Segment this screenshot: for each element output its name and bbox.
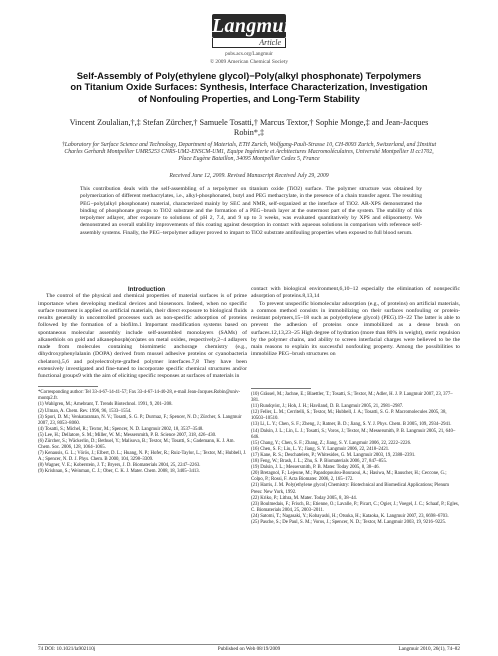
reference-item[interactable]: (20) Bretagnol, F.; Lejeune, M.; Papadopoulou-Bouraoui, A.; Hasiwa, M.; Rauscher, H.; Ceccone, G.; Colpo, P.; Rossi, F. Acta Biomater. 2006, 2, 165–172.	[251, 471, 447, 483]
section-heading-introduction: Introduction	[127, 286, 166, 293]
received-dates: Received June 12, 2009. Revised Manuscript Received July 29, 2009	[169, 173, 329, 179]
footnote-rule	[38, 386, 98, 387]
footnote-ref[interactable]: (7) Kenausis, G. L.; Vörös, J.; Elbert, D. L.; Huang, N. P.; Hofer, R.; Ruiz-Taylor, L.; Textor, M.; Hubbell, J. A.; Spencer, N. D. J. Phys. Chem. B 2000, 104, 3298–3309.	[38, 451, 247, 463]
footnote-ref[interactable]: (6) Zürcher, S.; Wäckerlin, D.; Bethuel, Y.; Malisova, B.; Textor, M.; Tosatti, S.; Gademann, K. J. Am. Chem. Soc. 2006, 128, 1064–1065.	[38, 439, 235, 451]
right-column	[251, 286, 460, 359]
article-title: Self-Assembly of Poly(ethylene glycol)−Poly(alkyl phosphonate) Terpolymers on Titanium Oxide Surfaces: Synthesis, Interface Characterization, Investigation of Nonfouling Properties, and Long-Term Stability	[70, 70, 428, 104]
reference-item[interactable]: (12) Feller, L. M.; Cerritelli, S.; Textor, M.; Hubbell, J. A.; Tosatti, S. G. P. Macromolecules 2005, 38, 10503–10510.	[251, 410, 447, 422]
reference-item[interactable]: (14) Dalsin, J. L.; Lin, L. J.; Tosatti, S.; Voros, J.; Textor, M.; Messersmith, P. B. Langmuir 2005, 21, 640–646.	[251, 428, 456, 440]
footer-page-doi: 74 DOI: 10.1021/la902110j	[38, 646, 96, 652]
footnote-ref[interactable]: (4) Tosatti, S.; Michel, R.; Textor, M.; Spencer, N. D. Langmuir 2002, 18, 3537–3548.	[38, 426, 204, 432]
reference-item[interactable]: (18) Feng, W.; Brash, J. L.; Zhu, S. P. Biomaterials 2006, 27, 847–855.	[251, 459, 388, 465]
copyright-line: © 2009 American Chemical Society	[209, 59, 289, 65]
footer-citation: Langmuir 2010, 26(1), 74–82	[398, 646, 460, 652]
reference-item[interactable]: (10) Grässel, M.; Jachne, E.; Blaettler, T.; Tosatti, S.; Textor, M.; Adler, H. J. P. Langmuir 2007, 23, 377–381.	[251, 392, 453, 404]
footnote-ref[interactable]: (2) Ulman, A. Chem. Rev. 1996, 96, 1533–1554.	[38, 408, 132, 414]
footnote-corresponding: *Corresponding author: Tel 33-4-67-14-41-57; Fax 33-4-67-14-40-28, e-mail Jean-Jacques.Robin@univ-montp2.fr.	[38, 390, 241, 402]
journal-logo-sub: Article	[212, 38, 286, 48]
intro-paragraph-1: The control of the physical and chemical properties of material surfaces is of prime importance when developing medical devices and biosensors. Indeed, when no specific surface treatment is applied on artificial materials, their direct exposure to biological fluids results generally in uncontrolled processes such as non-specific adsorption of proteins followed by the formation of a biofilm.1 Important modification systems based on spontaneous molecular assembly include self-assembled monolayers (SAMs) of alkanethiols on gold and alkanephosph(on)ates on metal oxides, respectively,2−4 adlayers made from molecules containing biomimetic anchorage chemistry (e.g., dihydroxyphenylalanin (DOPA) derived from mussel adhesive proteins or cyanobacteria chelators),5,6 and polyelectrolyte-grafted polymer interfaces.7,8 They have been extensively investigated and fine-tuned to incorporate specific chemical structures and/or functional groups9 with the aim of eliciting specific responses at surfaces of materials in	[38, 293, 247, 379]
left-column	[38, 286, 247, 476]
intro-paragraph-2: To prevent unspecific biomolecular adsorption (e.g., of proteins) on artificial materials, a common method consists in immobilizing on their surfaces nonfouling or protein-resistant polymers,15−18 such as poly(ethylene glycol) (PEG).19−22 The latter is able to prevent the adhesion of proteins once immobilized as a dense brush on surfaces.12,13,23−25 High degree of hydration (more than 80% in weight), steric repulsion by the polymer chains, and ability to screen interfacial charges were believed to be the main reasons to explain its successful nonfouling property. Among the possibilities to immobilize PEG−brush structures on	[251, 300, 460, 358]
reference-item[interactable]: (24) Satomi, T.; Nagasaki, Y.; Kobayashi, H.; Otsuka, H.; Kataoka, K. Langmuir 2007, 23, 6698–6703.	[251, 513, 449, 519]
reference-list	[251, 382, 460, 526]
reference-item[interactable]: (16) Chen, S. F.; Liu, L. Y.; Jiang, S. Y. Langmuir 2006, 22, 2418–2421.	[251, 446, 390, 452]
reference-item[interactable]: (23) Boulmedais, F.; Frisch, B.; Etienne, O.; Lavalle, P.; Picart, C.; Ogier, J.; Voegel, J. C.; Schaaf, P.; Egles, C. Biomaterials 2004, 25, 2003–2011.	[251, 501, 459, 513]
footnote-ref[interactable]: (5) Lee, H.; Dellatore, S. M.; Miller, W. M.; Messersmith, P. B. Science 2007, 318, 426–430.	[38, 432, 217, 438]
reference-item[interactable]: (13) Li, L. Y.; Chen, S. F.; Zheng, J.; Ratner, B. D.; Jiang, S. Y. J. Phys. Chem. B 2005, 109, 2934–2941.	[251, 422, 452, 428]
footnote-ref[interactable]: (1) Wahlgren, M.; Arnebrant, T. Trends Biotechnol. 1991, 9, 201–208.	[38, 402, 173, 408]
journal-logo-text: Langmuir	[212, 15, 298, 37]
abstract: This contribution deals with the self-assembling of a terpolymer on titanium oxide (TiO2) surface. The polymer structure was obtained by polymerization of different methacrylates, i.e., alkyl-phosphonated, butyl and PEG methacrylate, in the presence of a chain transfer agent. The resulting PEG−poly(alkyl phosphonate) material, characterized mainly by SEC and NMR, self-organized at the interface of TiO2. AR-XPS demonstrated the binding of phosphonate groups to TiO2 substrate and the formation of a PEG−brush layer at the outermost part of the system. The stability of this terpolymer adlayer, after exposure to solutions of pH 2, 7.4, and 9 up to 3 weeks, was evaluated quantitatively by XPS and ellipsometry. We demonstrated an overall stability improvements of this coating against desorption in contact with aqueous solutions in comparison with reference self-assembly systems. Finally, the PEG−terpolymer adlayer proved to impart to TiO2 substrate antifouling properties when exposed to full blood serum.	[80, 186, 422, 236]
article-affiliations: †Laboratory for Surface Science and Technology, Department of Materials, ETH Zurich, Wolfgang-Pauli-Strasse 10, CH-8093 Zurich, Switzerland, and ‡Institut Charles Gerhardt Montpellier UMR5253 CNRS-UM2-ENSCM-UM1, Equipe Ingénierie et Architectures Macromoléculaires, Université Montpellier II cc1702, Place Eugène Bataillon, 34095 Montpellier Cedex 5, France	[61, 142, 437, 162]
reference-item[interactable]: (22) Kriko, P.; Lithra, M. Mater. Today 2005, 8, 38–44.	[251, 495, 358, 501]
article-authors: Vincent Zoulalian,†,‡ Stefan Zürcher,† Samuele Tosatti,† Marcus Textor,† Sophie Monge,‡ and Jean-Jacques Robin*,‡	[69, 118, 429, 137]
footnotes	[38, 390, 247, 475]
reference-item[interactable]: (15) Chang, Y.; Chen, S. F.; Zhang, Z.; Jiang, S. Y. Langmuir 2006, 22, 2222–2226.	[251, 440, 412, 446]
reference-item[interactable]: (17) Kane, R. S.; Deschatelets, P.; Whitesides, G. M. Langmuir 2003, 19, 2388–2391.	[251, 452, 416, 458]
footer-published: Published on Web 08/19/2009	[217, 646, 281, 652]
reference-item[interactable]: (25) Pasche, S.; De Paul, S. M.; Voros, J.; Spencer, N. D.; Textor, M. Langmuir 2003, 19, 9216–9225.	[251, 519, 447, 525]
journal-logo	[212, 14, 298, 48]
footer-rule	[38, 644, 460, 645]
footnote-ref[interactable]: (8) Wagner, V. E.; Koberstein, J. T.; Bryers, J. D. Biomaterials 2004, 25, 2247–2263.	[38, 463, 201, 469]
reference-item[interactable]: (19) Dalsin, J. L.; Messersmith, P. B. Mater. Today 2005, 8, 38–46.	[251, 465, 380, 471]
reference-item[interactable]: (21) Harris, J. M. Poly(ethylene glycol) Chemistry: Biotechnical and Biomedical Applications; Plenum Press: New York, 1992.	[251, 483, 449, 495]
journal-url[interactable]: pubs.acs.org/Langmuir	[225, 51, 273, 57]
reference-rule	[251, 388, 311, 389]
footnote-ref[interactable]: (9) Krishnan, S.; Weinman, C. J.; Ober, C. K. J. Mater. Chem. 2008, 18, 3405–3413.	[38, 469, 200, 475]
intro-paragraph-continued: contact with biological environment,6,10−12 especially the elimination of nonspecific adsorption of proteins.8,13,14	[251, 286, 460, 300]
footnote-ref[interactable]: (3) Spori, D. M.; Venkataraman, N. V.; Tosatti, S. G. P.; Durmaz, F.; Spencer, N. D.; Zürcher, S. Langmuir 2007, 23, 8053–8060.	[38, 414, 242, 426]
reference-item[interactable]: (11) Rundqvist, J.; Hoh, J. H.; Haviland, D. B. Langmuir 2005, 21, 2981–2987.	[251, 404, 404, 410]
